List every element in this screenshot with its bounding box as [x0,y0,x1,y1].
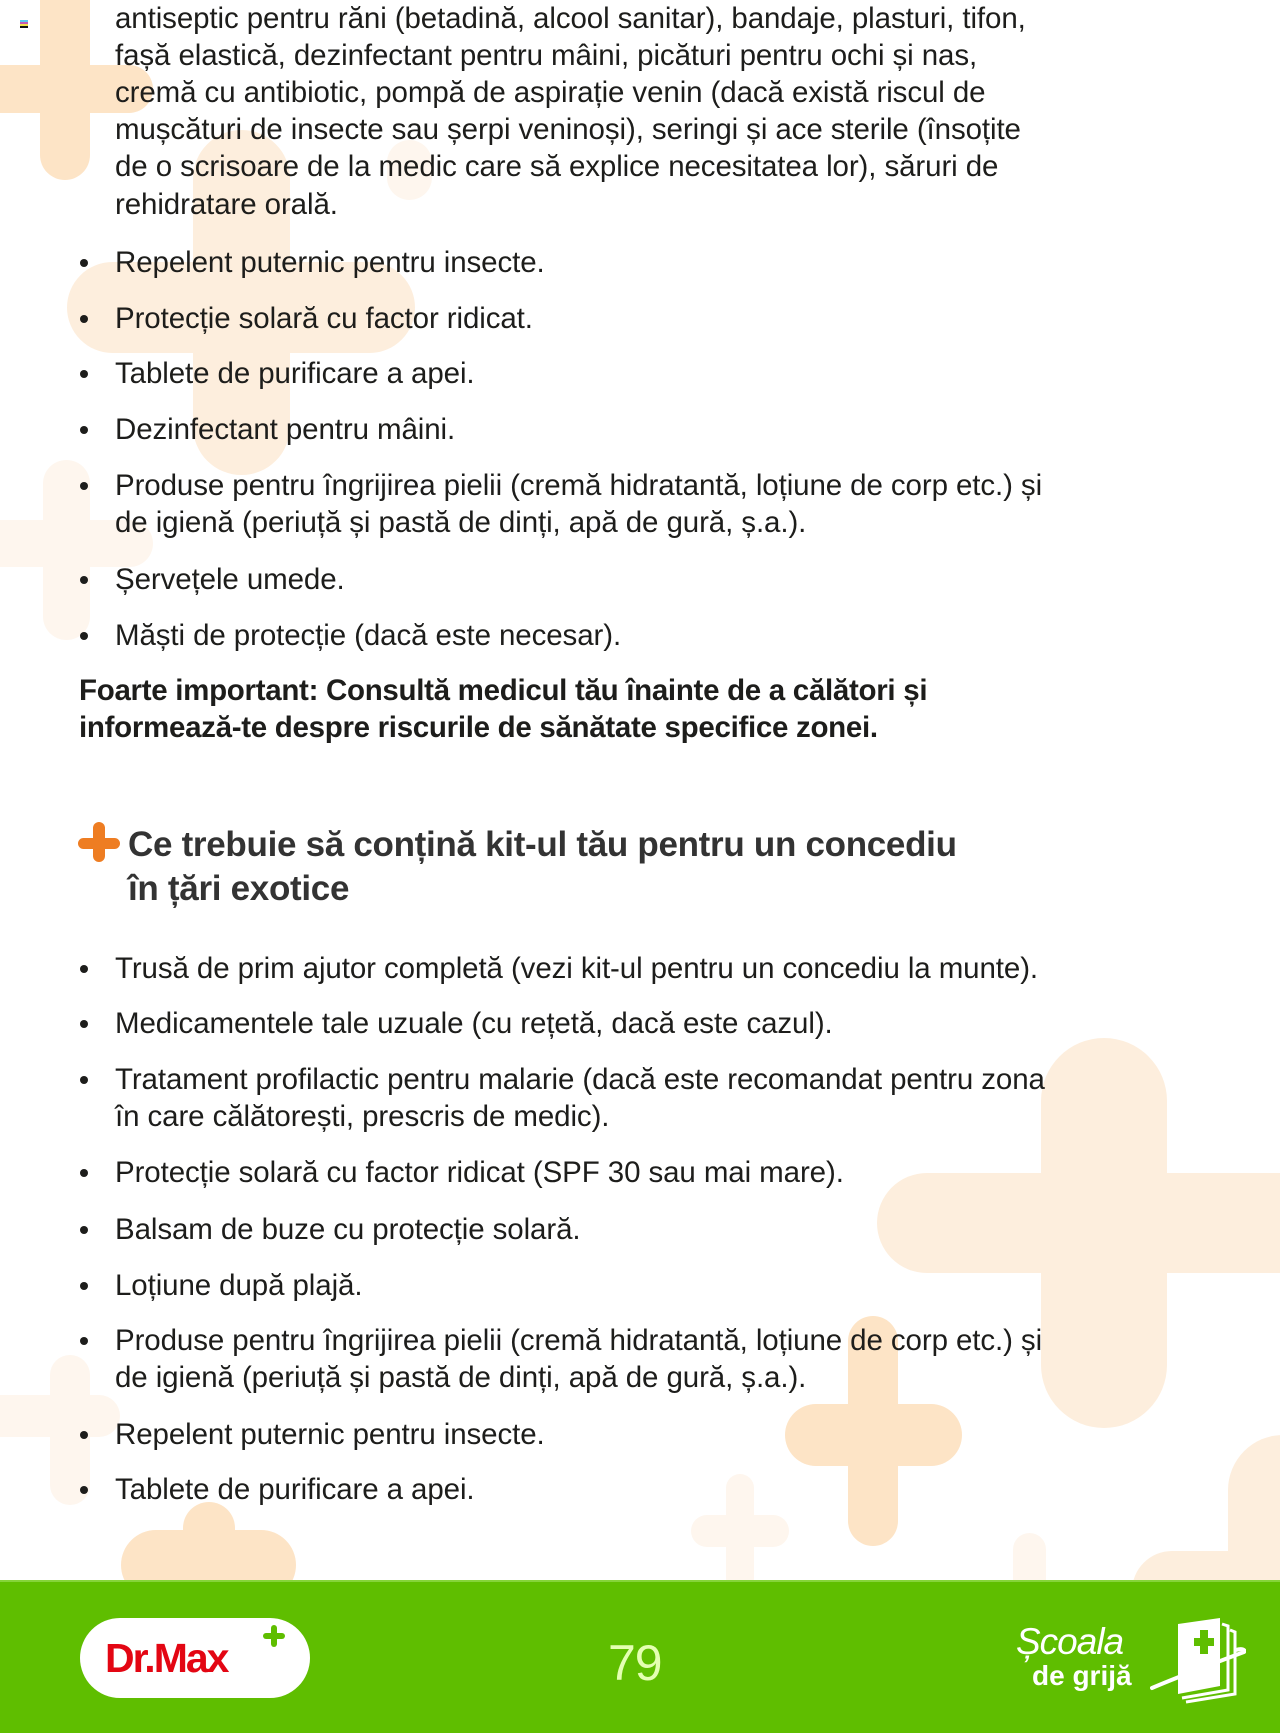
text-line: rehidratare orală. [115,188,338,221]
program-logo [1016,1622,1246,1702]
list-item-text: Tablete de purificare a apei. [115,1473,475,1506]
bullet-icon [80,426,88,434]
section-heading-line: Ce trebuie să conțină kit-ul tău pentru un concediu [128,825,957,864]
text-line: fașă elastică, dezinfectant pentru mâini, picături pentru ochi și nas, [115,39,978,72]
page-footer [0,1580,1280,1733]
bullet-icon [80,482,88,490]
list-item-text: Protecție solară cu factor ridicat. [115,302,533,335]
bullet-icon [80,1076,88,1084]
bullet-icon [80,259,88,267]
important-note-line: informează-te despre riscurile de sănătate specifice zonei. [79,711,878,744]
text-line: de o scrisoare de la medic care să explice necesitatea lor), săruri de [115,150,999,183]
program-logo-title: Școala [1016,1621,1124,1662]
list-item-text: Tablete de purificare a apei. [115,357,475,390]
list-item-text: în care călătorești, prescris de medic). [115,1100,610,1133]
orange-plus-icon [78,826,120,858]
book-plus-icon [1150,1616,1246,1704]
list-item-text: Trusă de prim ajutor completă (vezi kit-ul pentru un concediu la munte). [115,952,1039,985]
list-item-text: Produse pentru îngrijirea pielii (cremă hidratantă, loțiune de corp etc.) și [115,1324,1043,1357]
bullet-icon [80,1337,88,1345]
list-item-text: Balsam de buze cu protecție solară. [115,1213,581,1246]
list-item-text: Repelent puternic pentru insecte. [115,1418,545,1451]
list-item-text: Repelent puternic pentru insecte. [115,246,545,279]
list-item-text: de igienă (periuță și pastă de dinți, apă de gură, ș.a.). [115,1361,807,1394]
bullet-icon [80,632,88,640]
list-item-text: Măști de protecție (dacă este necesar). [115,619,622,652]
bullet-icon [80,1226,88,1234]
list-item-text: Șervețele umede. [115,563,345,596]
brand-logo [80,1618,310,1698]
list-item-text: Dezinfectant pentru mâini. [115,413,456,446]
decor-cross-bar [0,1395,120,1437]
page-number: 79 [608,1635,662,1691]
color-registration-icon [20,20,28,28]
list-item-text: de igienă (periuță și pastă de dinți, apă de gură, ș.a.). [115,506,807,539]
bullet-icon [80,1169,88,1177]
list-item-text: Loțiune după plajă. [115,1269,363,1302]
decor-cross-bar [877,1173,1280,1273]
bullet-icon [80,1431,88,1439]
section-heading-line: în țări exotice [128,869,350,908]
bullet-icon [80,1486,88,1494]
list-item-text: Produse pentru îngrijirea pielii (cremă hidratantă, loțiune de corp etc.) și [115,469,1043,502]
bullet-icon [80,965,88,973]
bullet-icon [80,1020,88,1028]
text-line: antiseptic pentru răni (betadină, alcool sanitar), bandaje, plasturi, tifon, [115,2,1026,35]
bullet-icon [80,1282,88,1290]
bullet-icon [80,576,88,584]
green-plus-icon [263,1625,285,1647]
list-item-text: Protecție solară cu factor ridicat (SPF 30 sau mai mare). [115,1156,844,1189]
decor-cross-bar [691,1515,789,1547]
list-item-text: Tratament profilactic pentru malarie (dacă este recomandat pentru zona [115,1063,1045,1096]
text-line: mușcături de insecte sau șerpi veninoși), seringi și ace sterile (însoțite [115,113,1021,146]
bullet-icon [80,315,88,323]
important-note-line: Foarte important: Consultă medicul tău înainte de a călători și [79,674,928,707]
brand-logo-text: Dr.Max [105,1635,228,1681]
list-item-text: Medicamentele tale uzuale (cu rețetă, dacă este cazul). [115,1007,833,1040]
program-logo-subtitle: de grijă [1032,1660,1132,1691]
text-line: cremă cu antibiotic, pompă de aspirație venin (dacă există riscul de [115,76,986,109]
bullet-icon [80,370,88,378]
decor-cross-bar [785,1404,962,1466]
